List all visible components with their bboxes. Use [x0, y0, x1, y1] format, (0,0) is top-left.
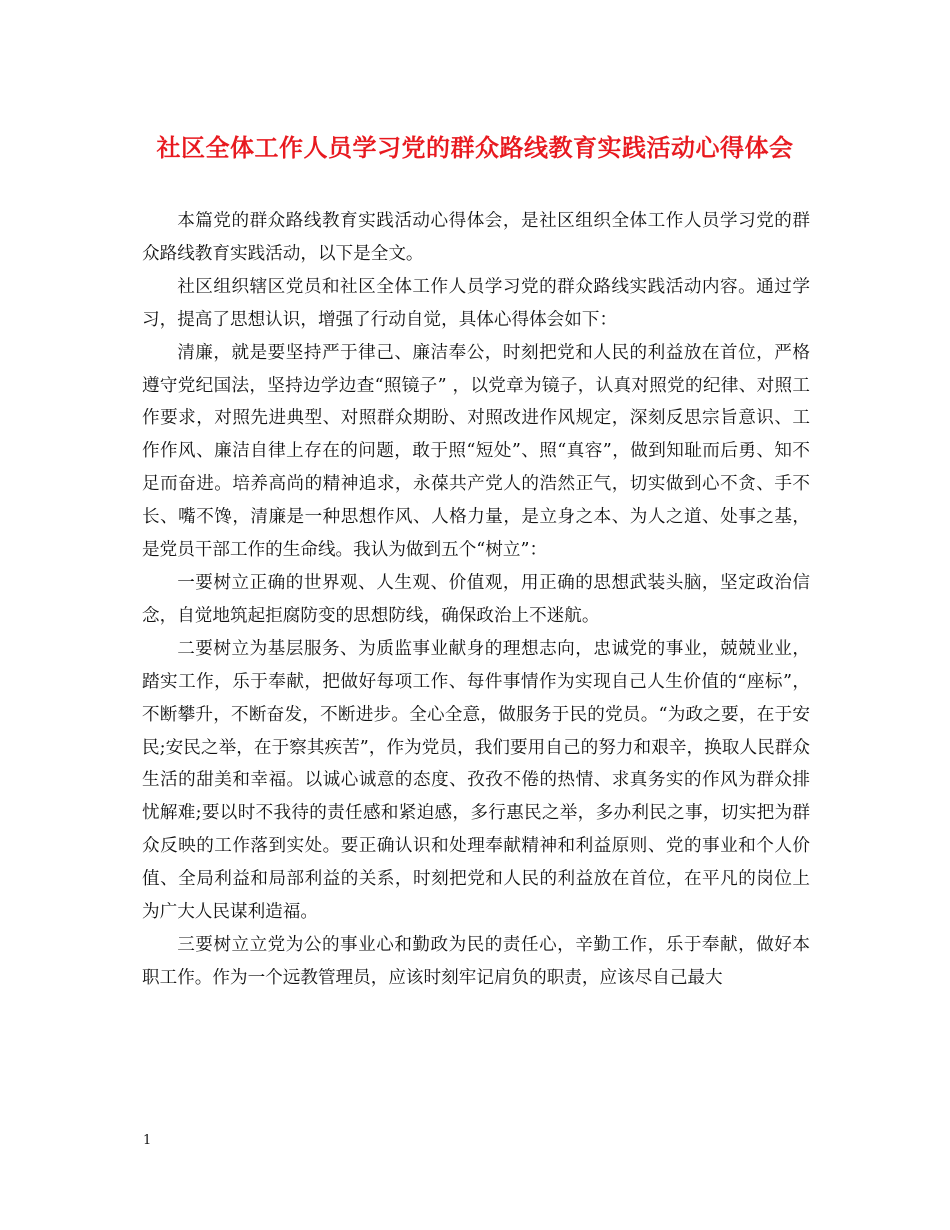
page-number: 1 [143, 1133, 152, 1148]
paragraph-second-establish: 二要树立为基层服务、为质监事业献身的理想志向，忠诚党的事业，兢兢业业，踏实工作，乐于奉献，把做好每项工作、每件事情作为实现自己人生价值的“座标”，不断攀升，不断奋发，不断进步。全心全意，做服务于民的党员。“为政之要，在于安民;安民之举，在于察其疾苦”，作为党员，我们要用自己的努力和艰辛，换取人民群众生活的甜美和幸福。以诚心诚意的态度、孜孜不倦的热情、求真务实的作风为群众排忧解难;要以时不我待的责任感和紧迫感，多行惠民之举，多办利民之事，切实把为群众反映的工作落到实处。要正确认识和处理奉献精神和利益原则、党的事业和个人价值、全局利益和局部利益的关系，时刻把党和人民的利益放在首位，在平凡的岗位上为广大人民谋利造福。 [142, 638, 810, 923]
paragraph-intro: 本篇党的群众路线教育实践活动心得体会，是社区组织全体工作人员学习党的群众路线教育实践活动，以下是全文。 [142, 211, 810, 264]
document-title: 社区全体工作人员学习党的群众路线教育实践活动心得体会 [156, 133, 794, 162]
paragraph-third-establish: 三要树立立党为公的事业心和勤政为民的责任心，辛勤工作，乐于奉献，做好本职工作。作为一个远教管理员，应该时刻牢记肩负的职责，应该尽自己最大 [142, 934, 810, 988]
paragraph-first-establish: 一要树立正确的世界观、人生观、价值观，用正确的思想武装头脑，坚定政治信念，自觉地筑起拒腐防变的思想防线，确保政治上不迷航。 [142, 572, 810, 626]
paragraph-summary: 社区组织辖区党员和社区全体工作人员学习党的群众路线实践活动内容。通过学习，提高了思想认识，增强了行动自觉，具体心得体会如下： [142, 276, 810, 330]
paragraph-integrity: 清廉，就是要坚持严于律己、廉洁奉公，时刻把党和人民的利益放在首位，严格遵守党纪国法，坚持边学边查“照镜子” ，以党章为镜子，认真对照党的纪律、对照工作要求，对照先进典型、对照群众期盼、对照改进作风规定，深刻反思宗旨意识、工作作风、廉洁自律上存在的问题，敢于照“短处”、照“真容”，做到知耻而后勇、知不足而奋进。培养高尚的精神追求，永葆共产党人的浩然正气，切实做到心不贪、手不长、嘴不馋，清廉是一种思想作风、人格力量，是立身之本、为人之道、处事之基，是党员干部工作的生命线。我认为做到五个“树立”： [142, 342, 810, 561]
document-body [142, 205, 810, 995]
